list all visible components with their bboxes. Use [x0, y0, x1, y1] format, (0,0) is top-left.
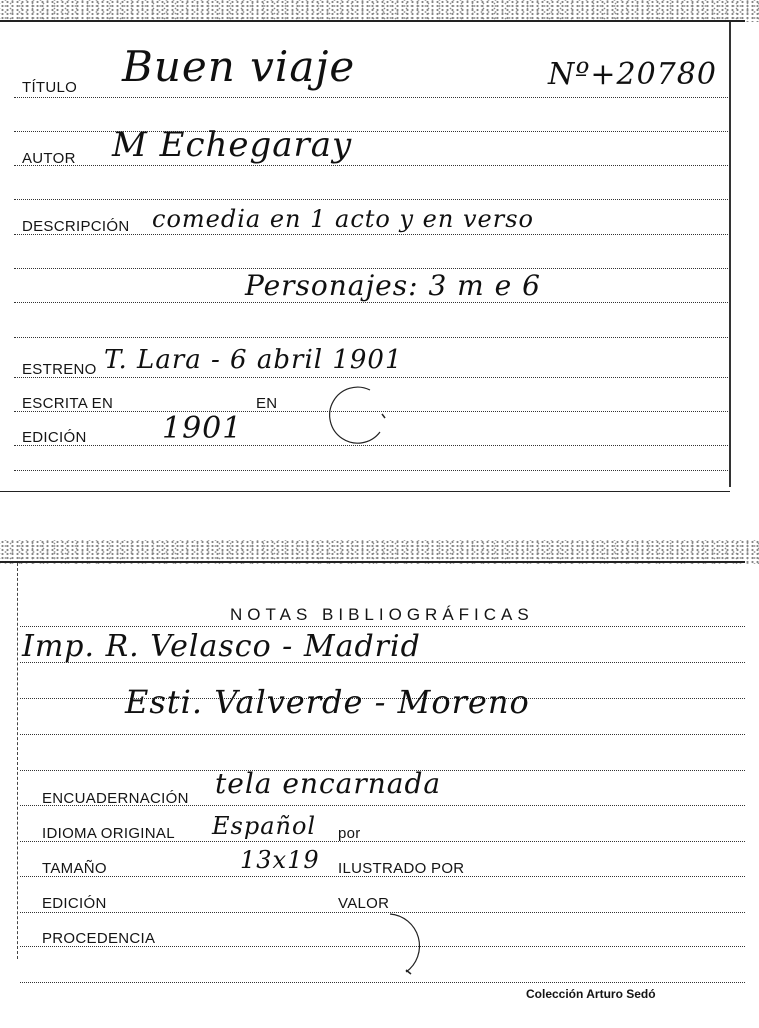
notas-header: NOTAS BIBLIOGRÁFICAS: [230, 605, 534, 624]
bottom-card-edge: [0, 561, 745, 563]
descripcion-handwritten: comedia en 1 acto y en verso: [152, 205, 534, 233]
edicion-bottom-label: EDICIÓN: [42, 895, 107, 912]
estreno-label: ESTRENO: [22, 361, 97, 378]
bottom-card-left-edge: [17, 563, 18, 959]
ilustrado-por-label: ILUSTRADO POR: [338, 860, 465, 877]
tamano-label: TAMAÑO: [42, 860, 107, 877]
collection-credit: Colección Arturo Sedó: [526, 987, 656, 1001]
top-card-edge-noise: [0, 0, 759, 22]
rule-line: [14, 470, 728, 471]
escrita-en-label: ESCRITA EN: [22, 395, 114, 412]
notas-handwritten-line-1: Imp. R. Velasco - Madrid: [22, 629, 421, 664]
autor-handwritten: M Echegaray: [112, 125, 353, 165]
titulo-label: TÍTULO: [22, 79, 78, 96]
rule-line: [14, 97, 728, 98]
encuadernacion-handwritten: tela encarnada: [215, 767, 442, 800]
edicion-label: EDICIÓN: [22, 429, 87, 446]
top-card-right-edge: [729, 22, 731, 487]
rule-line: [20, 734, 745, 735]
rule-line: [14, 337, 728, 338]
en-label: EN: [256, 395, 278, 412]
encuadernacion-label: ENCUADERNACIÓN: [42, 790, 189, 807]
por-label: por: [338, 825, 361, 842]
edicion-handwritten: 1901: [162, 411, 243, 446]
rule-line: [14, 199, 728, 200]
rule-line: [14, 377, 728, 378]
catalog-number: Nº+20780: [548, 57, 717, 92]
valor-label: VALOR: [338, 895, 390, 912]
punch-hole-bottom: [350, 910, 430, 982]
notas-handwritten-line-2: Esti. Valverde - Moreno: [125, 683, 530, 721]
personajes-handwritten: Personajes: 3 m e 6: [245, 269, 541, 302]
idioma-handwritten: Español: [212, 812, 317, 840]
rule-line: [14, 165, 728, 166]
tamano-handwritten: 13x19: [240, 846, 320, 874]
autor-label: AUTOR: [22, 150, 76, 167]
rule-line: [20, 982, 745, 983]
titulo-handwritten: Buen viaje: [122, 42, 356, 91]
top-card-bottom-edge: [0, 491, 730, 492]
top-card-edge: [0, 20, 745, 22]
rule-line: [20, 626, 745, 627]
punch-hole-top: [322, 384, 392, 448]
descripcion-label: DESCRIPCIÓN: [22, 218, 130, 235]
rule-line: [14, 302, 728, 303]
procedencia-label: PROCEDENCIA: [42, 930, 156, 947]
estreno-handwritten: T. Lara - 6 abril 1901: [104, 345, 403, 375]
idioma-original-label: IDIOMA ORIGINAL: [42, 825, 175, 842]
